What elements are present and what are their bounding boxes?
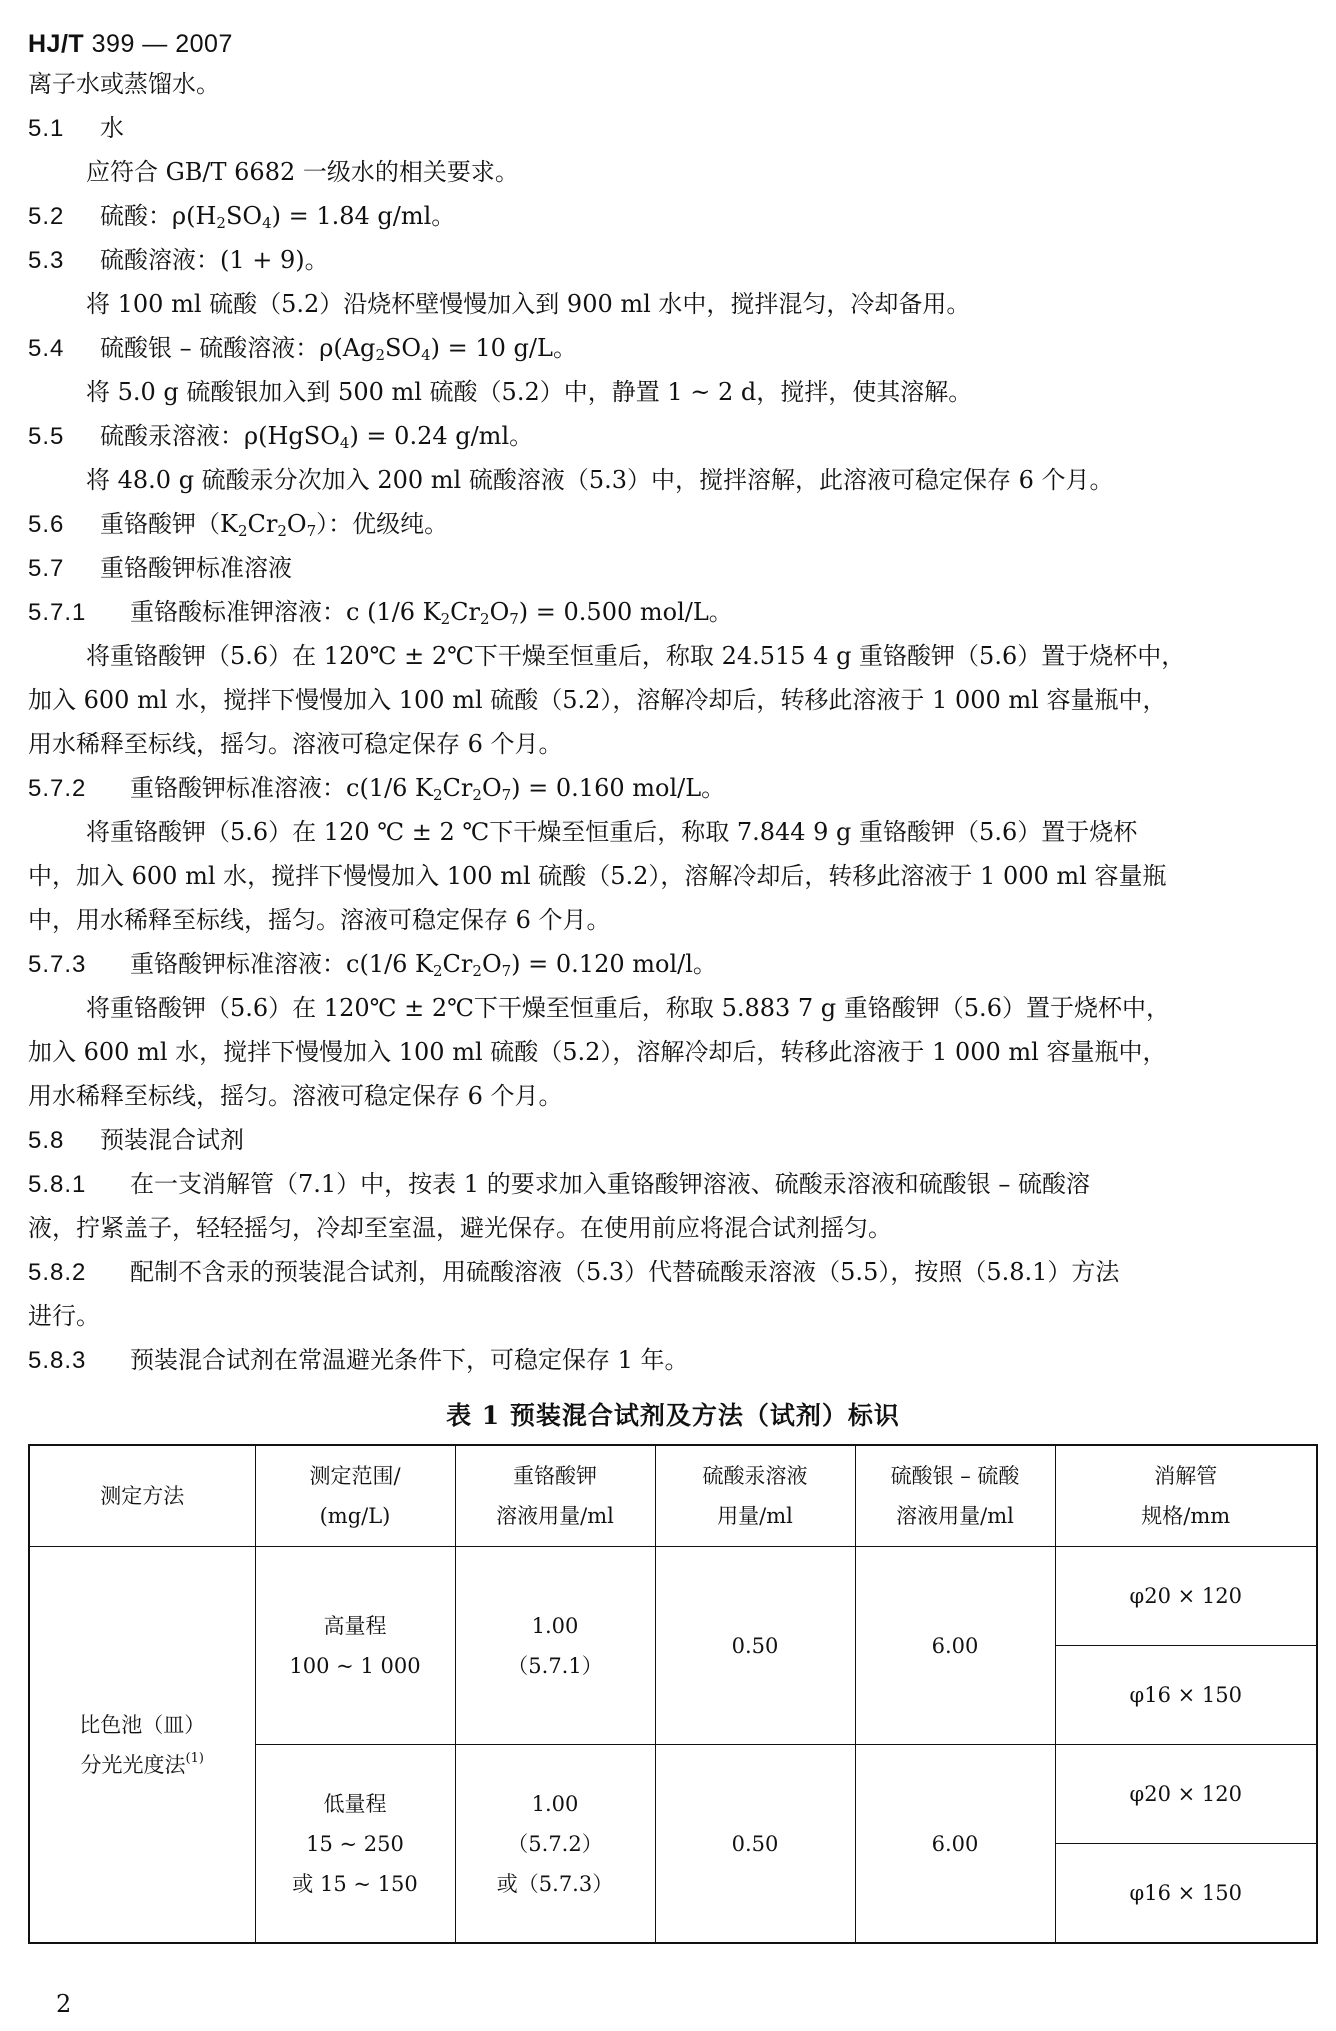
header-tube xyxy=(1055,1445,1317,1547)
section-heading xyxy=(28,1338,1318,1382)
tube-cell xyxy=(1055,1745,1317,1844)
section-title: 预装混合试剂 xyxy=(100,1126,244,1154)
cell-text: （5.7.1） xyxy=(507,1653,603,1678)
subscript: 2 xyxy=(277,522,287,540)
section-title: 水 xyxy=(100,114,124,142)
paragraph-line: 加入 600 ml 水，搅拌下慢慢加入 100 ml 硫酸（5.2），溶解冷却后，转移此溶液于 1 000 ml 容量瓶中， xyxy=(28,1038,1167,1066)
formula-text: 重铬酸钾（K xyxy=(100,510,238,538)
formula-text: SO xyxy=(384,334,422,362)
section-heading xyxy=(28,1118,1318,1162)
paragraph-line: 应符合 GB/T 6682 一级水的相关要求。 xyxy=(86,158,519,186)
subscript: 7 xyxy=(501,962,512,980)
formula-text: 硫酸汞溶液：ρ(HgSO xyxy=(100,422,340,450)
tube-cell xyxy=(1055,1646,1317,1745)
cell-text: φ20 × 120 xyxy=(1129,1584,1242,1608)
section-heading xyxy=(28,238,1318,282)
paragraph-line: 加入 600 ml 水，搅拌下慢慢加入 100 ml 硫酸（5.2），溶解冷却后，转移此溶液于 1 000 ml 容量瓶中， xyxy=(28,686,1167,714)
cell-text: φ16 × 150 xyxy=(1129,1683,1242,1707)
cell-text: 分光光度法 xyxy=(80,1752,186,1777)
section-number: 5.8.3 xyxy=(28,1347,87,1374)
subscript: 2 xyxy=(472,962,482,980)
subscript: 4 xyxy=(339,434,350,452)
paragraph-line: 中，加入 600 ml 水，搅拌下慢慢加入 100 ml 硫酸（5.2），溶解冷却后，转移此溶液于 1 000 ml 容量瓶 xyxy=(28,862,1167,890)
section-number: 5.1 xyxy=(28,115,65,142)
section-number: 5.6 xyxy=(28,511,65,538)
header-text: 溶液用量/ml xyxy=(896,1504,1014,1528)
standard-header xyxy=(28,26,1318,62)
section-number: 5.2 xyxy=(28,203,65,230)
section-number: 5.8.2 xyxy=(28,1259,87,1286)
formula-text: O xyxy=(481,950,502,978)
paragraph-line: 将 100 ml 硫酸（5.2）沿烧杯壁慢慢加入到 900 ml 水中，搅拌混匀，冷却备用。 xyxy=(86,290,971,318)
subscript: 2 xyxy=(433,786,443,804)
formula-text: 硫酸银 – 硫酸溶液：ρ(Ag xyxy=(100,334,376,362)
paragraph-line: 将重铬酸钾（5.6）在 120℃ ± 2℃下干燥至恒重后，称取 5.883 7 g 重铬酸钾（5.6）置于烧杯中， xyxy=(86,994,1170,1022)
cell-text: 0.50 xyxy=(731,1831,779,1856)
header-dichromate xyxy=(455,1445,655,1547)
hgso4-cell xyxy=(655,1745,855,1944)
cell-text: 100 ~ 1 000 xyxy=(289,1653,421,1678)
subscript: 7 xyxy=(509,610,519,628)
header-ag xyxy=(855,1445,1055,1547)
range-cell xyxy=(255,1547,455,1745)
section-heading xyxy=(28,1250,1318,1294)
section-title: 硫酸溶液：(1 + 9)。 xyxy=(100,246,329,274)
cell-text: 低量程 xyxy=(323,1791,387,1816)
header-text: 重铬酸钾 xyxy=(513,1464,597,1488)
header-code: HJ/T xyxy=(28,30,85,58)
header-text: 硫酸银 – 硫酸 xyxy=(890,1464,1020,1488)
formula-text: ) = 0.500 mol/L。 xyxy=(518,598,733,626)
subscript: 2 xyxy=(480,610,490,628)
section-heading xyxy=(28,106,1318,150)
subscript: 7 xyxy=(306,522,317,540)
section-heading xyxy=(28,502,1318,546)
header-text: 测定范围/ xyxy=(309,1464,401,1488)
cell-text: 15 ~ 250 xyxy=(306,1831,404,1856)
cell-text: 或（5.7.3） xyxy=(496,1871,614,1896)
cell-text: φ20 × 120 xyxy=(1129,1782,1242,1806)
section-number: 5.3 xyxy=(28,247,65,274)
cell-text: 比色池（皿） xyxy=(79,1712,206,1737)
paragraph-line: 离子水或蒸馏水。 xyxy=(28,70,220,98)
paragraph-text: 预装混合试剂在常温避光条件下，可稳定保存 1 年。 xyxy=(130,1346,689,1374)
method-cell xyxy=(29,1547,255,1944)
section-number: 5.7.3 xyxy=(28,951,87,978)
section-heading xyxy=(28,1162,1318,1206)
formula-text: ）：优级纯。 xyxy=(316,510,449,538)
formula-text: ) = 0.120 mol/l。 xyxy=(511,950,717,978)
subscript: 2 xyxy=(375,346,385,364)
paragraph-line: 用水稀释至标线，摇匀。溶液可稳定保存 6 个月。 xyxy=(28,730,563,758)
section-number: 5.4 xyxy=(28,335,65,362)
range-cell xyxy=(255,1745,455,1944)
header-text: 消解管 xyxy=(1154,1464,1218,1488)
dichromate-cell xyxy=(455,1745,655,1944)
paragraph-line: 将 5.0 g 硫酸银加入到 500 ml 硫酸（5.2）中，静置 1 ~ 2 d，搅拌，使其溶解。 xyxy=(86,378,973,406)
section-title: 重铬酸钾标准溶液 xyxy=(100,554,292,582)
paragraph-line: 进行。 xyxy=(28,1302,100,1330)
formula-text: O xyxy=(489,598,510,626)
section-number: 5.7 xyxy=(28,555,65,582)
paragraph-line: 中，用水稀释至标线，摇匀。溶液可稳定保存 6 个月。 xyxy=(28,906,611,934)
subscript: 7 xyxy=(501,786,512,804)
cell-text: 6.00 xyxy=(931,1633,979,1658)
header-hgso4 xyxy=(655,1445,855,1547)
ag-cell xyxy=(855,1547,1055,1745)
table-header-row xyxy=(29,1445,1317,1547)
header-method xyxy=(29,1445,255,1547)
cell-text: 0.50 xyxy=(731,1633,779,1658)
header-text: (mg/L) xyxy=(319,1504,391,1528)
cell-text: 6.00 xyxy=(931,1831,979,1856)
table-row xyxy=(29,1547,1317,1646)
formula-text: Cr xyxy=(442,950,473,978)
header-text: 用量/ml xyxy=(717,1504,793,1528)
paragraph-text: 配制不含汞的预装混合试剂，用硫酸溶液（5.3）代替硫酸汞溶液（5.5），按照（5.8.1）方法 xyxy=(130,1258,1120,1286)
header-text: 规格/mm xyxy=(1141,1504,1231,1528)
section-number: 5.5 xyxy=(28,423,65,450)
formula-text: 重铬酸标准钾溶液：c (1/6 K xyxy=(130,598,441,626)
tube-cell xyxy=(1055,1547,1317,1646)
formula-text: 硫酸：ρ(H xyxy=(100,202,217,230)
section-heading xyxy=(28,546,1318,590)
cell-text: 高量程 xyxy=(323,1613,387,1638)
cell-text: 或 15 ~ 150 xyxy=(292,1871,418,1896)
section-heading xyxy=(28,326,1318,370)
header-text: 测定方法 xyxy=(100,1484,185,1508)
paragraph-line: 将重铬酸钾（5.6）在 120℃ ± 2℃下干燥至恒重后，称取 24.515 4 g 重铬酸钾（5.6）置于烧杯中， xyxy=(86,642,1186,670)
header-number: 399 — 2007 xyxy=(91,30,233,58)
subscript: 4 xyxy=(421,346,431,364)
cell-text: （5.7.2） xyxy=(507,1831,603,1856)
footnote-ref: (1) xyxy=(185,1750,204,1766)
header-range xyxy=(255,1445,455,1547)
subscript: 2 xyxy=(433,962,443,980)
section-number: 5.7.1 xyxy=(28,599,87,626)
paragraph-line: 液，拧紧盖子，轻轻摇匀，冷却至室温，避光保存。在使用前应将混合试剂摇匀。 xyxy=(28,1214,892,1242)
tube-cell xyxy=(1055,1844,1317,1944)
formula-text: ) = 10 g/L。 xyxy=(430,334,577,362)
formula-text: O xyxy=(286,510,307,538)
formula-text: 重铬酸钾标准溶液：c(1/6 K xyxy=(130,950,433,978)
paragraph-line: 用水稀释至标线，摇匀。溶液可稳定保存 6 个月。 xyxy=(28,1082,563,1110)
cell-text: φ16 × 150 xyxy=(1129,1881,1242,1905)
paragraph-line: 将 48.0 g 硫酸汞分次加入 200 ml 硫酸溶液（5.3）中，搅拌溶解，此溶液可稳定保存 6 个月。 xyxy=(86,466,1114,494)
formula-text: 重铬酸钾标准溶液：c(1/6 K xyxy=(130,774,433,802)
hgso4-cell xyxy=(655,1547,855,1745)
cell-text: 1.00 xyxy=(531,1613,579,1638)
formula-text: Cr xyxy=(450,598,481,626)
paragraph-line: 将重铬酸钾（5.6）在 120 ℃ ± 2 ℃下干燥至恒重后，称取 7.844 9 g 重铬酸钾（5.6）置于烧杯 xyxy=(86,818,1138,846)
section-heading xyxy=(28,590,1318,634)
formula-text: Cr xyxy=(247,510,278,538)
header-text: 硫酸汞溶液 xyxy=(702,1464,808,1488)
paragraph-text: 在一支消解管（7.1）中，按表 1 的要求加入重铬酸钾溶液、硫酸汞溶液和硫酸银 – 硫酸溶 xyxy=(130,1170,1090,1198)
section-number: 5.8 xyxy=(28,1127,65,1154)
subscript: 2 xyxy=(216,214,226,232)
formula-text: ) = 0.24 g/ml。 xyxy=(349,422,534,450)
section-heading xyxy=(28,766,1318,810)
section-heading xyxy=(28,942,1318,986)
section-heading xyxy=(28,194,1318,238)
dichromate-cell xyxy=(455,1547,655,1745)
subscript: 2 xyxy=(237,522,248,540)
formula-text: Cr xyxy=(442,774,473,802)
table-caption: 表 1 预装混合试剂及方法（试剂）标识 xyxy=(446,1401,900,1430)
page-number: 2 xyxy=(56,1990,72,2018)
section-heading xyxy=(28,414,1318,458)
header-text: 溶液用量/ml xyxy=(496,1504,614,1528)
cell-text: 1.00 xyxy=(531,1791,579,1816)
section-number: 5.8.1 xyxy=(28,1171,87,1198)
subscript: 2 xyxy=(440,610,451,628)
document-page xyxy=(28,26,1318,1944)
reagent-table xyxy=(28,1444,1318,1944)
formula-text: ) = 0.160 mol/L。 xyxy=(511,774,726,802)
section-number: 5.7.2 xyxy=(28,775,87,802)
subscript: 4 xyxy=(262,214,272,232)
formula-text: SO xyxy=(225,202,263,230)
formula-text: O xyxy=(481,774,502,802)
formula-text: ) = 1.84 g/ml。 xyxy=(271,202,456,230)
ag-cell xyxy=(855,1745,1055,1944)
subscript: 2 xyxy=(472,786,482,804)
